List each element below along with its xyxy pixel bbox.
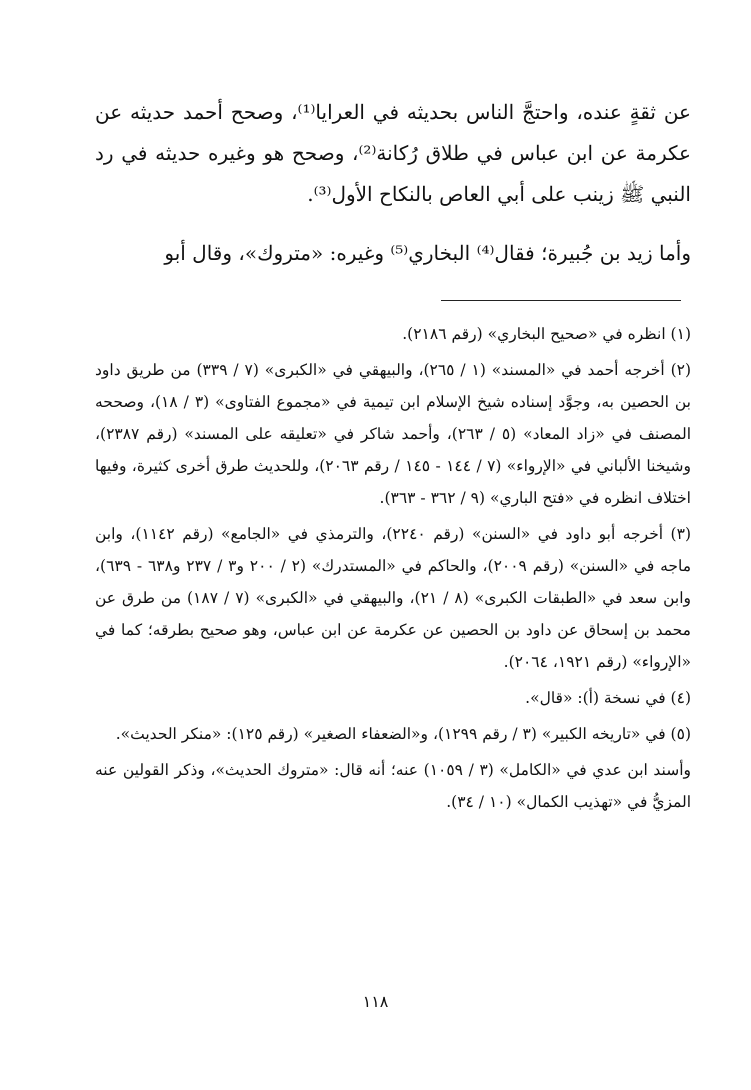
footnote-2: (٢) أخرجه أحمد في «المسند» (١ / ٢٦٥)، والبيهقي في «الكبرى» (٧ / ٣٣٩) من طريق داود بن الحصين به، وجوَّد إسناده شيخ الإسلام ابن تيمية في «مجموع الفتاوى» (٣ / ١٨)، وصححه المصنف في «زاد المعاد» (٥ / ٢٦٣)، وأحمد شاكر في «تعليقه على المسند» (رقم ٢٣٨٧)، وشيخنا الألباني في «الإرواء» (٧ / ١٤٤ - ١٤٥ / رقم ٢٠٦٣)، وللحديث طرق أخرى كثيرة، وفيها اختلاف انظره في «فتح الباري» (٩ / ٣٦٢ - ٣٦٣). [95, 361, 692, 507]
footnotes [95, 318, 691, 822]
footnote-5: (٥) في «تاريخه الكبير» (٣ / رقم ١٢٩٩)، و«الضعفاء الصغير» (رقم ١٢٥): «منكر الحديث». [115, 725, 691, 743]
main-paragraph-2: وأما زيد بن جُبيرة؛ فقال⁽⁴⁾ البخاري⁽⁵⁾ وغيره: «متروك»، وقال أبو [164, 241, 691, 265]
footnote-1: (١) انظره في «صحيح البخاري» (رقم ٢١٨٦). [402, 325, 691, 343]
footnote-separator [441, 300, 681, 301]
main-text [95, 92, 691, 274]
footnote-4: (٤) في نسخة (أ): «قال». [525, 689, 691, 707]
main-paragraph-1: عن ثقةٍ عنده، واحتجَّ الناس بحديثه في العرايا⁽¹⁾، وصحح أحمد حديثه عن عكرمة عن ابن عباس في طلاق رُكانة⁽²⁾، وصحح هو وغيره حديثه في رد النبي ﷺ زينب على أبي العاص بالنكاح الأول⁽³⁾. [95, 100, 691, 206]
page-number: ١١٨ [362, 992, 389, 1011]
footnote-3: (٣) أخرجه أبو داود في «السنن» (رقم ٢٢٤٠)، والترمذي في «الجامع» (رقم ١١٤٢)، وابن ماجه في «السنن» (رقم ٢٠٠٩)، والحاكم في «المستدرك» (٢ / ٢٠٠ و٣ / ٢٣٧ و٦٣٨ - ٦٣٩)، وابن سعد في «الطبقات الكبرى» (٨ / ٢١)، والبيهقي في «الكبرى» (٧ / ١٨٧) من طرق عن محمد بن إسحاق عن داود بن الحصين عن عكرمة عن ابن عباس، وهو صحيح بطرقه؛ كما في «الإرواء» (رقم ١٩٢١، ٢٠٦٤). [95, 525, 692, 671]
footnote-5-continuation: وأسند ابن عدي في «الكامل» (٣ / ١٠٥٩) عنه؛ أنه قال: «متروك الحديث»، وذكر القولين عنه المزيُّ في «تهذيب الكمال» (١٠ / ٣٤). [95, 761, 692, 811]
